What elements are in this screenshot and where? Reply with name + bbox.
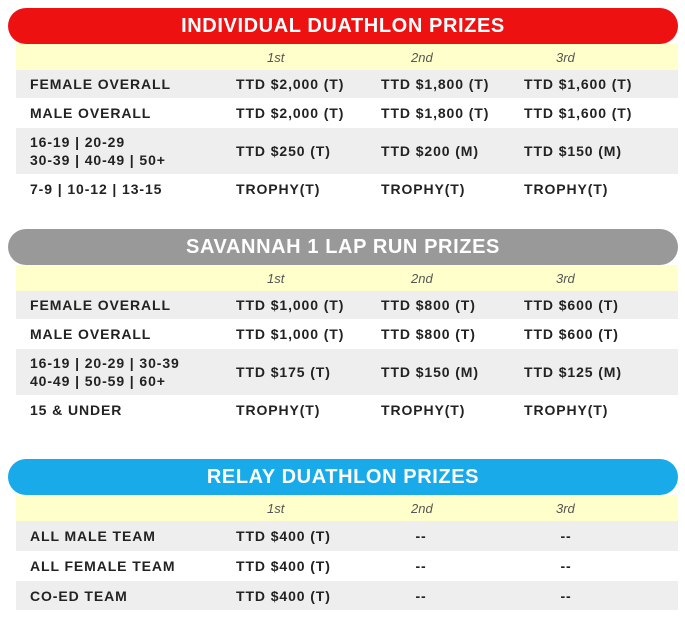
- header-1st: 1st: [267, 270, 285, 286]
- prize-3rd: --: [560, 558, 572, 574]
- prize-3rd: TROPHY(T): [524, 181, 609, 197]
- table-row: [16, 174, 678, 204]
- table-row: [16, 395, 678, 425]
- table-row: [16, 319, 678, 349]
- prize-2nd: --: [415, 528, 427, 544]
- individual-prizes-title: INDIVIDUAL DUATHLON PRIZES: [181, 14, 505, 37]
- prize-1st: TTD $175 (T): [236, 364, 331, 380]
- prize-1st: TROPHY(T): [236, 181, 321, 197]
- table-row: [16, 70, 678, 98]
- prize-1st: TTD $2,000 (T): [236, 76, 345, 92]
- header-3rd: 3rd: [556, 270, 575, 286]
- table-row: [16, 128, 678, 174]
- table-header-row: [16, 44, 678, 70]
- category-line-2: 40-49 | 50-59 | 60+: [30, 373, 166, 389]
- relay-prizes-title: RELAY DUATHLON PRIZES: [206, 465, 480, 488]
- table-row: [16, 291, 678, 319]
- prize-1st: TROPHY(T): [236, 402, 321, 418]
- header-1st: 1st: [267, 49, 285, 65]
- category: 15 & UNDER: [30, 402, 123, 418]
- prize-3rd: TTD $600 (T): [524, 326, 619, 342]
- individual-prizes-banner: [8, 8, 678, 44]
- prize-3rd: TTD $125 (M): [524, 364, 622, 380]
- category: ALL FEMALE TEAM: [30, 558, 176, 574]
- header-2nd: 2nd: [411, 500, 433, 516]
- prize-3rd: --: [560, 587, 572, 604]
- header-3rd: 3rd: [556, 500, 575, 516]
- table-row: [16, 551, 678, 581]
- category-line-1: 16-19 | 20-29: [30, 134, 126, 150]
- prize-1st: TTD $1,000 (T): [236, 297, 345, 313]
- category: FEMALE OVERALL: [30, 297, 171, 313]
- table-header-row: [16, 265, 678, 291]
- prize-2nd: --: [415, 587, 427, 604]
- category: ALL MALE TEAM: [30, 528, 156, 544]
- prize-3rd: TROPHY(T): [524, 402, 609, 418]
- savannah-prizes-title: SAVANNAH 1 LAP RUN PRIZES: [186, 235, 500, 258]
- savannah-prizes-banner: [8, 229, 678, 265]
- category: [30, 128, 166, 174]
- prize-3rd: TTD $600 (T): [524, 297, 619, 313]
- prize-2nd: TROPHY(T): [381, 402, 466, 418]
- prize-2nd: TTD $1,800 (T): [381, 76, 490, 92]
- table-header-row: [16, 495, 678, 521]
- header-2nd: 2nd: [411, 49, 433, 65]
- category: MALE OVERALL: [30, 105, 152, 121]
- header-1st: 1st: [267, 500, 285, 516]
- prize-2nd: TTD $800 (T): [381, 297, 476, 313]
- prize-2nd: TTD $800 (T): [381, 326, 476, 342]
- table-row: [16, 98, 678, 128]
- category: MALE OVERALL: [30, 326, 152, 342]
- category: 7-9 | 10-12 | 13-15: [30, 181, 163, 197]
- category-line-1: 16-19 | 20-29 | 30-39: [30, 355, 180, 371]
- prize-1st: TTD $2,000 (T): [236, 105, 345, 121]
- header-2nd: 2nd: [411, 270, 433, 286]
- prize-2nd: TROPHY(T): [381, 181, 466, 197]
- table-row: [16, 349, 678, 395]
- prize-1st: TTD $400 (T): [236, 528, 331, 544]
- prize-2nd: TTD $200 (M): [381, 143, 479, 159]
- category: FEMALE OVERALL: [30, 76, 171, 92]
- prize-3rd: TTD $1,600 (T): [524, 76, 633, 92]
- table-row: [16, 581, 678, 610]
- category-line-2: 30-39 | 40-49 | 50+: [30, 152, 166, 168]
- table-row: [16, 521, 678, 551]
- relay-prizes-banner: [8, 459, 678, 495]
- prize-3rd: TTD $1,600 (T): [524, 105, 633, 121]
- prize-2nd: --: [415, 558, 427, 574]
- category: CO-ED TEAM: [30, 587, 128, 604]
- prize-1st: TTD $400 (T): [236, 558, 331, 574]
- prize-1st: TTD $1,000 (T): [236, 326, 345, 342]
- prize-3rd: TTD $150 (M): [524, 143, 622, 159]
- prize-1st: TTD $400 (T): [236, 587, 331, 604]
- prize-1st: TTD $250 (T): [236, 143, 331, 159]
- prize-2nd: TTD $150 (M): [381, 364, 479, 380]
- prize-3rd: --: [560, 528, 572, 544]
- category: [30, 349, 180, 395]
- prize-2nd: TTD $1,800 (T): [381, 105, 490, 121]
- header-3rd: 3rd: [556, 49, 575, 65]
